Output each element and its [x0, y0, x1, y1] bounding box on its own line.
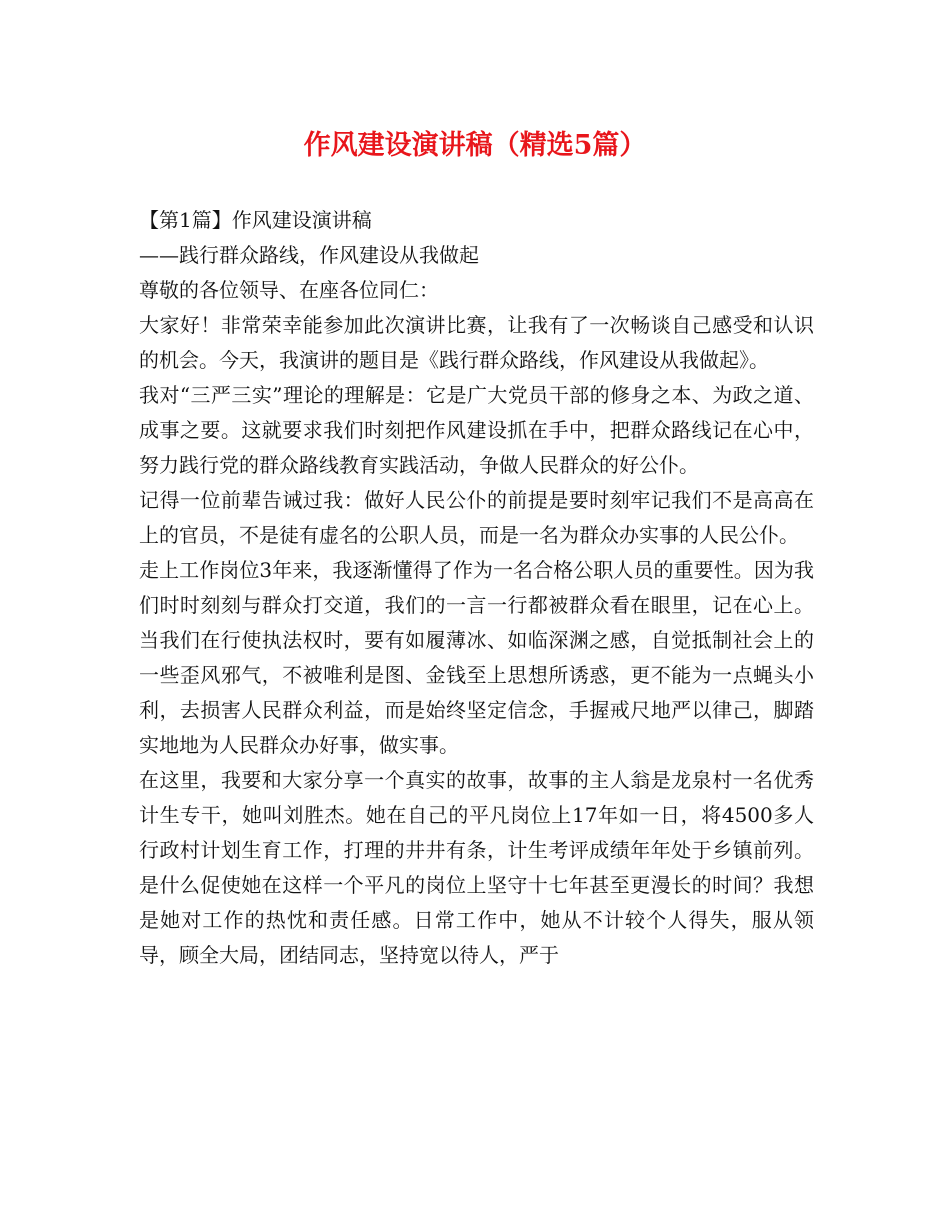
document-title: 作风建设演讲稿（精选5篇）: [303, 130, 647, 161]
speech-subtitle: ——践行群众路线，作风建设从我做起: [139, 243, 479, 267]
paragraph-elder-advice: 记得一位前辈告诫过我：做好人民公仆的前提是要时刻牢记我们不是高高在上的官员，不是徒有虚名的公职人员，而是一名为群众办实事的人民公仆。: [139, 488, 814, 547]
document-body: [139, 203, 814, 973]
paragraph-opening: 大家好！非常荣幸能参加此次演讲比赛，让我有了一次畅谈自己感受和认识的机会。今天，我演讲的题目是《践行群众路线，作风建设从我做起》。: [139, 313, 814, 372]
paragraph-three-strict: 我对“三严三实”理论的理解是：它是广大党员干部的修身之本、为政之道、成事之要。这就要求我们时刻把作风建设抓在手中，把群众路线记在心中，努力践行党的群众路线教育实践活动，争做人民群众的好公仆。: [139, 383, 814, 477]
salutation: 尊敬的各位领导、在座各位同仁：: [139, 278, 439, 302]
paragraph-story: 在这里，我要和大家分享一个真实的故事，故事的主人翁是龙泉村一名优秀计生专干，她叫刘胜杰。她在自己的平凡岗位上17年如一日，将4500多人行政村计划生育工作，打理的井井有条，计生考评成绩年年处于乡镇前列。是什么促使她在这样一个平凡的岗位上坚守十七年甚至更漫长的时间？我想是她对工作的热忱和责任感。日常工作中，她从不计较个人得失，服从领导，顾全大局，团结同志，坚持宽以待人，严于: [139, 768, 814, 967]
paragraph-three-years: 走上工作岗位3年来，我逐渐懂得了作为一名合格公职人员的重要性。因为我们时时刻刻与群众打交道，我们的一言一行都被群众看在眼里，记在心上。当我们在行使执法权时，要有如履薄冰、如临深渊之感，自觉抵制社会上的一些歪风邪气，不被唯利是图、金钱至上思想所诱惑，更不能为一点蝇头小利，去损害人民群众利益，而是始终坚定信念，手握戒尺地严以律己，脚踏实地地为人民群众办好事，做实事。: [139, 558, 814, 757]
section-heading: 【第1篇】作风建设演讲稿: [139, 208, 372, 232]
